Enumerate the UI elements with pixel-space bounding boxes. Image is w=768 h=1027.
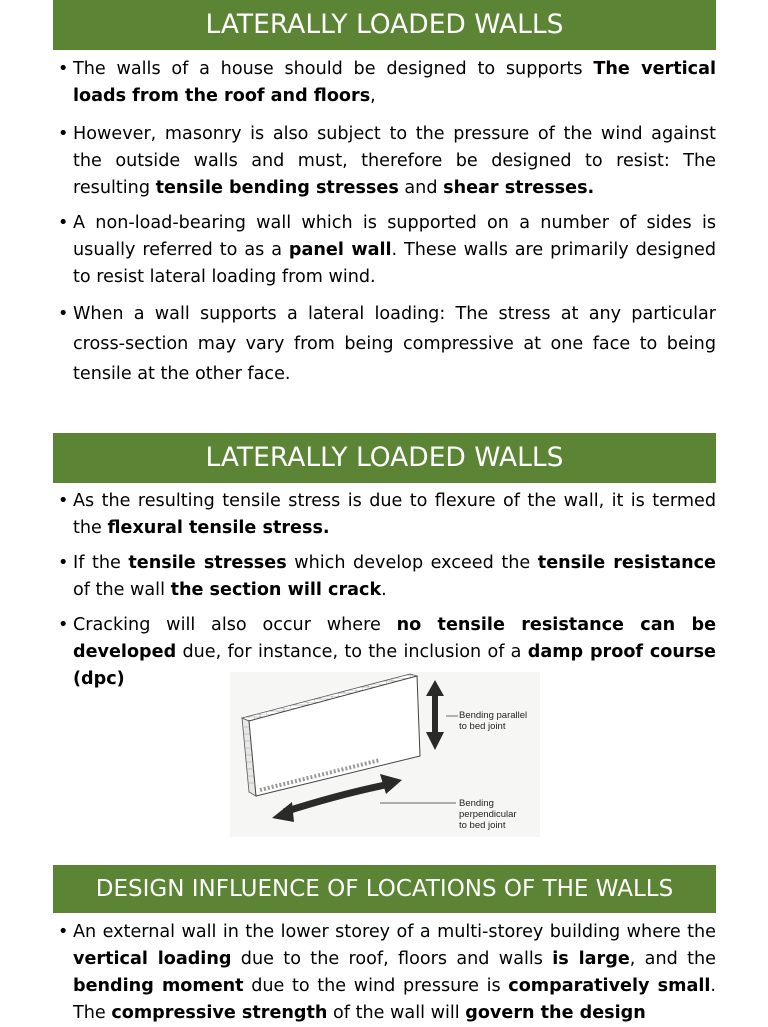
section-1-title: LATERALLY LOADED WALLS	[53, 0, 716, 50]
bullet	[53, 550, 716, 604]
bold-text: is large	[552, 949, 630, 969]
text: due to the roof, floors and walls	[231, 949, 553, 969]
text: However, masonry is also subject to the pressure of the wind against the outside walls and must, therefore be designed to resist: The resulting	[73, 124, 716, 198]
bold-text: compressive strength	[111, 1003, 328, 1023]
text: , and the	[629, 949, 716, 969]
section-1-bullets	[53, 56, 716, 389]
text: Cracking will also occur where	[73, 615, 397, 635]
bold-text: govern the design	[465, 1003, 646, 1023]
wall-bending-diagram	[230, 672, 540, 837]
label-bending-parallel-1: Bending parallel	[459, 710, 528, 721]
label-bending-perp-3: to bed joint	[459, 820, 506, 831]
section-2-title: LATERALLY LOADED WALLS	[53, 433, 716, 483]
text: An external wall in the lower storey of a multi-storey building where the	[73, 922, 716, 942]
text: .	[381, 580, 387, 600]
bold-text: panel wall	[288, 240, 392, 260]
bold-text: vertical loading	[73, 949, 232, 969]
bullet	[53, 121, 716, 202]
text: The walls of a house should be designed to supports	[73, 59, 594, 79]
label-bending-perp-2: perpendicular	[459, 809, 517, 820]
text: When a wall supports a lateral loading: The stress at any particular cross-section may vary from being compressive at one face to being tensile at the other face.	[73, 304, 716, 384]
bold-text: tensile resistance	[537, 553, 716, 573]
text: If the	[73, 553, 129, 573]
text: ,	[370, 86, 376, 106]
bold-text: tensile bending stresses	[155, 178, 399, 198]
bold-text: the section will crack	[170, 580, 382, 600]
bold-text: comparatively small	[508, 976, 711, 996]
bullet	[53, 919, 716, 1027]
text: As the resulting tensile stress is due to flexure of the wall, it is termed the	[73, 491, 716, 538]
bold-text: The vertical loads from the roof and floors	[73, 59, 716, 106]
section-3-title: DESIGN INFLUENCE OF LOCATIONS OF THE WALLS	[53, 865, 716, 913]
section-3-bullets	[53, 919, 716, 1027]
bold-text: no tensile resistance can be developed	[73, 615, 717, 662]
vertical-arrow	[426, 680, 444, 750]
bold-text: damp proof course (dpc)	[73, 642, 716, 689]
text: due to the wind pressure is	[243, 976, 509, 996]
text: of the wall will	[327, 1003, 466, 1023]
text: due, for instance, to the inclusion of a	[176, 642, 528, 662]
text: and	[398, 178, 444, 198]
label-bending-parallel-2: to bed joint	[459, 721, 506, 732]
label-bending-perp-1: Bending	[459, 798, 494, 809]
section-2-bullets	[53, 488, 716, 693]
text: A non-load-bearing wall which is supported on a number of sides is usually referred to as a	[73, 213, 716, 260]
text: of the wall	[73, 580, 171, 600]
bold-text: bending moment	[73, 976, 244, 996]
bold-text: tensile stresses	[128, 553, 287, 573]
text: . The	[73, 976, 716, 1023]
bullet	[53, 56, 716, 110]
bullet	[53, 299, 716, 389]
bold-text: flexural tensile stress.	[107, 518, 330, 538]
text: which develop exceed the	[286, 553, 538, 573]
text: . These walls are primarily designed to resist lateral loading from wind.	[73, 240, 716, 287]
bullet	[53, 488, 716, 542]
bold-text: shear stresses.	[443, 178, 595, 198]
bullet	[53, 210, 716, 291]
